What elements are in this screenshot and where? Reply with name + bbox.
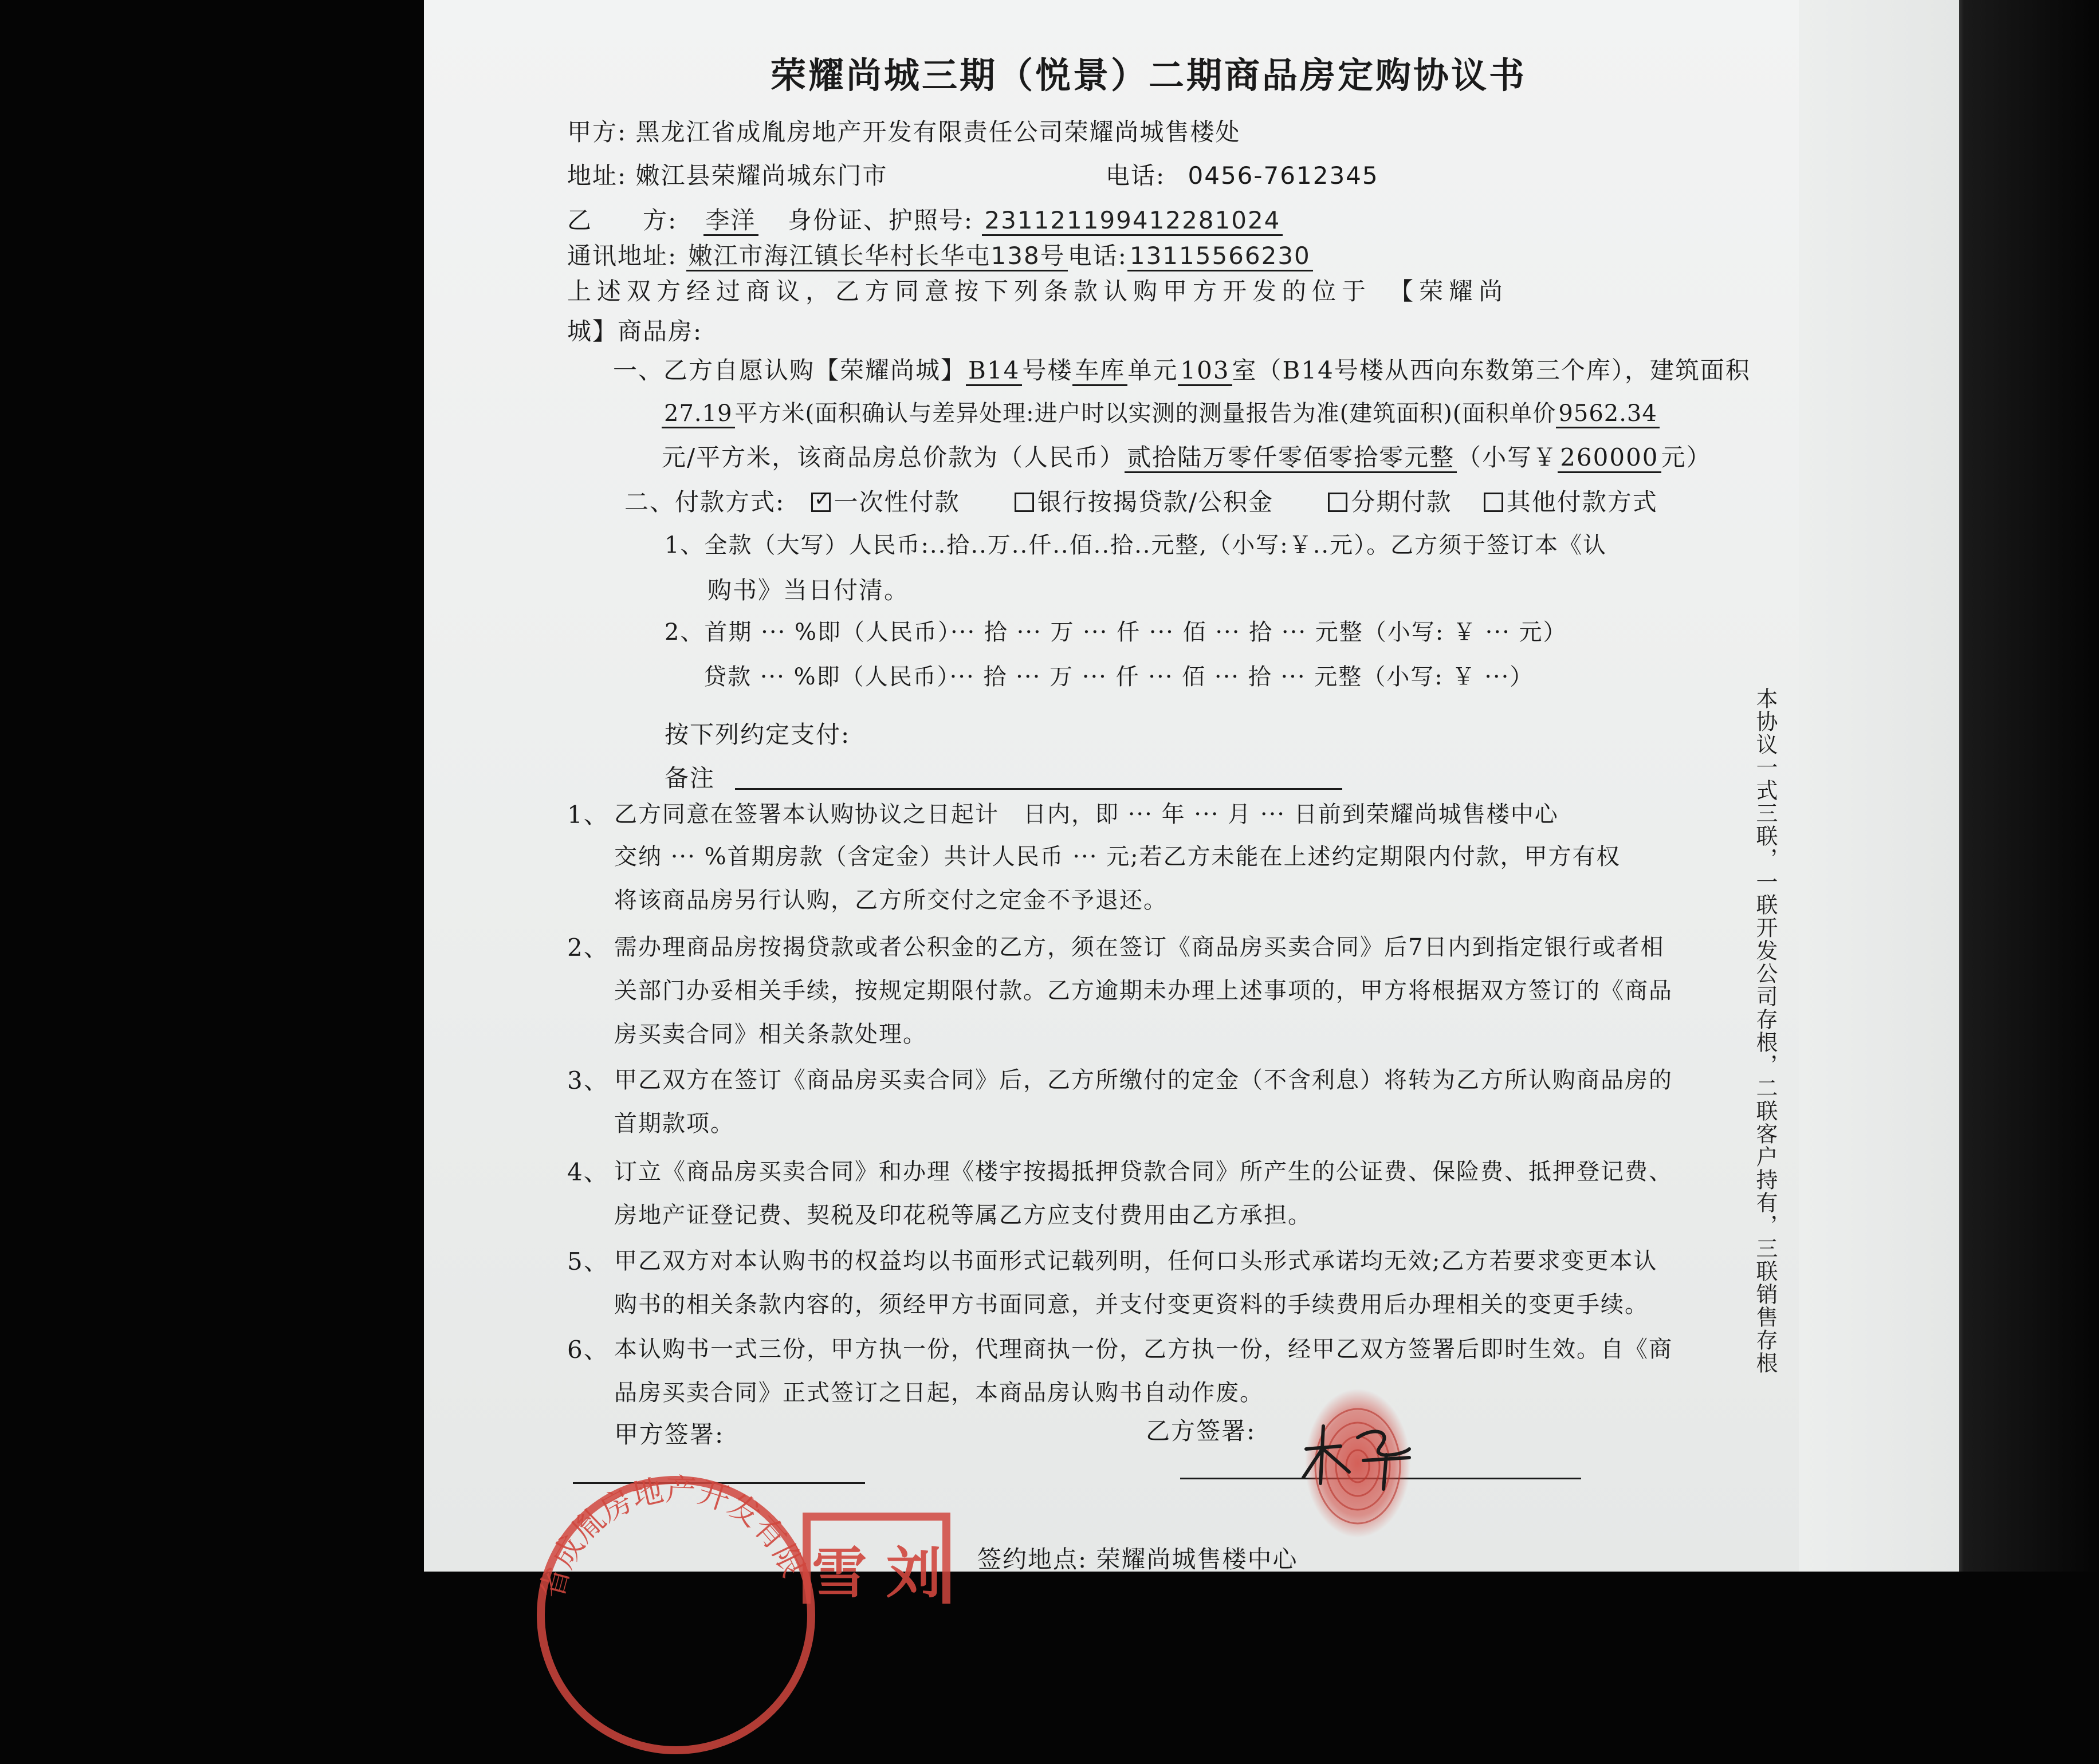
item1-text-c: 单元 [1127,356,1178,384]
contact-phone: 13115566230 [1127,242,1313,271]
party-b-label: 乙 方: [567,206,678,234]
payment-option-2-label: 银行按揭贷款/公积金 [1037,488,1274,516]
loan-line: 贷款 ··· %即（人民币）··· 拾 ··· 万 ··· 仟 ··· 佰 ··· 拾 ··· 元整（小写: ￥ ···） [703,664,1534,690]
item1-line-2 [662,395,1660,428]
item1-total-num-prefix: （小写￥ [1457,443,1558,471]
clause-line: 关部门办妥相关手续，按规定期限付款。乙方逾期未办理上述事项的，甲方将根据双方签订的《商品 [614,978,1673,1004]
phone-a-label: 电话: [1106,162,1166,190]
side-note: 本协议一式三联，一联开发公司存根，二联客户持有，三联销售存根 [1752,687,1778,1375]
company-seal [527,1466,825,1764]
phone-a-value: 0456-7612345 [1188,162,1379,190]
clause-line: 将该商品房另行认购，乙方所交付之定金不予退还。 [614,887,1168,914]
clause-number: 5、 [567,1247,609,1275]
remark-label: 备注 [665,764,716,792]
clause-line: 甲乙双方在签订《商品房买卖合同》后，乙方所缴付的定金（不含利息）将转为乙方所认购商品房的 [614,1067,1673,1093]
party-a-sign-label: 甲方签署: [614,1420,725,1448]
name-stamp [802,1512,951,1604]
item2-payment-line [624,483,1658,518]
payment-option-2 [1015,488,1273,516]
clause-line: 本认购书一式三份，甲方执一份，代理商执一份，乙方执一份，经甲乙双方签署后即时生效。自《商 [614,1336,1673,1363]
signature-image [1295,1415,1421,1495]
item1-unit-price: 9562.34 [1556,400,1659,428]
document-title: 荣耀尚城三期（悦景）二期商品房定购协议书 [771,54,1527,96]
party-a-line [567,113,1241,148]
payment-method-label: 二、付款方式: [624,488,785,516]
item1-total-label: 元/平方米，该商品房总价款为（人民币） [662,443,1125,471]
contact-line [567,237,1313,271]
down-payment-line: 2、首期 ··· %即（人民币）··· 拾 ··· 万 ··· 仟 ··· 佰 ··· 拾 ··· 元整（小写: ￥ ··· 元） [665,619,1567,645]
item1-total-words: 贰拾陆万零仟零佰零拾零元整 [1125,443,1457,473]
contact-label: 通讯地址: [567,242,678,270]
party-b-id: 231121199412281024 [982,206,1283,236]
remark-field [735,767,1342,790]
item1-line-1 [613,352,1751,386]
clause-line: 需办理商品房按揭贷款或者公积金的乙方，须在签订《商品房买卖合同》后7日内到指定银行或者相 [614,934,1665,960]
contact-phone-label: 电话: [1067,242,1127,270]
clause-line: 订立《商品房买卖合同》和办理《楼宇按揭抵押贷款合同》所产生的公证费、保险费、抵押登记费、 [614,1159,1673,1185]
item1-building: B14 [966,356,1022,386]
clause-line: 首期款项。 [614,1111,734,1137]
item1-line-3 [662,439,1712,473]
clause-number: 4、 [567,1158,609,1186]
checkbox-icon [1328,493,1347,512]
schedule-label: 按下列约定支付: [665,720,851,749]
payment-option-1-label: 一次性付款 [834,488,960,516]
party-b-sign-label: 乙方签署: [1146,1417,1256,1445]
party-b-id-label: 身份证、护照号: [787,206,974,234]
address-line [567,157,888,191]
svg-text:省成胤房地产开发有限: 省成胤房地产开发有限 [533,1471,812,1602]
paper-edge [1799,0,2099,1572]
signing-place: 签约地点: 荣耀尚城售楼中心 [977,1545,1298,1573]
party-a-name: 黑龙江省成胤房地产开发有限责任公司荣耀尚城售楼处 [635,118,1241,146]
payment-option-3-label: 分期付款 [1351,488,1452,516]
clause-number: 3、 [567,1066,609,1094]
item1-area-text: 平方米(面积确认与差异处理:进户时以实测的测量报告为准(建筑面积)(面积单价 [734,400,1556,427]
clause-line: 交纳 ··· %首期房款（含定金）共计人民币 ··· 元;若乙方未能在上述约定期限内付款，甲方有权 [614,844,1621,870]
party-a-label: 甲方: [567,118,627,146]
payment-option-3 [1328,488,1452,516]
clause-line: 品房买卖合同》正式签订之日起，本商品房认购书自动作废。 [614,1380,1264,1406]
address-label: 地址: [567,162,627,190]
clause-number: 1、 [567,801,609,829]
checkbox-icon [1484,493,1503,512]
clause-number: 6、 [567,1336,609,1364]
item1-area: 27.19 [662,400,735,428]
party-b-name: 李洋 [703,206,758,236]
item1-room: 103 [1178,356,1232,386]
clause-line: 购书的相关条款内容的，须经甲方书面同意，并支付变更资料的手续费用后办理相关的变更手续。 [614,1292,1649,1318]
clause-line: 房买卖合同》相关条款处理。 [614,1021,927,1048]
checkbox-checked-icon [811,493,831,512]
payment-option-1 [811,488,960,516]
clause-line: 乙方同意在签署本认购协议之日起计 日内，即 ··· 年 ··· 月 ··· 日前到荣耀尚城售楼中心 [614,801,1559,828]
contact-address: 嫩江市海江镇长华村长华屯138号 [686,242,1068,271]
full-payment-line-1: 1、全款（大写）人民币:..拾..万..仟..佰..拾..元整,（小写:￥..元）。乙方须于签订本《认 [665,532,1607,558]
item1-text-b: 号楼 [1022,356,1073,384]
address-value: 嫩江县荣耀尚城东门市 [635,162,888,190]
clause-line: 甲乙双方对本认购书的权益均以书面形式记载列明，任何口头形式承诺均无效;乙方若要求变更本认 [614,1248,1658,1274]
item1-text-d: 室（B14号楼从西向东数第三个库），建筑面积 [1232,356,1751,384]
item1-prefix: 一、乙方自愿认购【荣耀尚城】 [613,356,966,384]
checkbox-icon [1015,493,1034,512]
full-payment-line-2: 购书》当日付清。 [707,576,910,604]
payment-option-4-label: 其他付款方式 [1506,488,1658,516]
payment-option-4 [1484,488,1658,516]
clause-line: 房地产证登记费、契税及印花税等属乙方应支付费用由乙方承担。 [614,1202,1312,1228]
svg-text:雪 刘: 雪 刘 [812,1541,941,1604]
phone-a-line [1106,157,1379,191]
remark-line [665,759,1342,794]
item1-total-num: 260000 [1558,443,1661,473]
intro-line-2: 城】商品房: [567,317,703,345]
intro-line-1: 上述双方经过商议，乙方同意按下列条款认购甲方开发的位于 【荣耀尚 [567,277,1509,305]
party-b-line [567,202,1283,236]
clause-number: 2、 [567,934,609,962]
item1-total-num-suffix: 元） [1661,443,1712,471]
item1-unit: 车库 [1072,356,1127,386]
